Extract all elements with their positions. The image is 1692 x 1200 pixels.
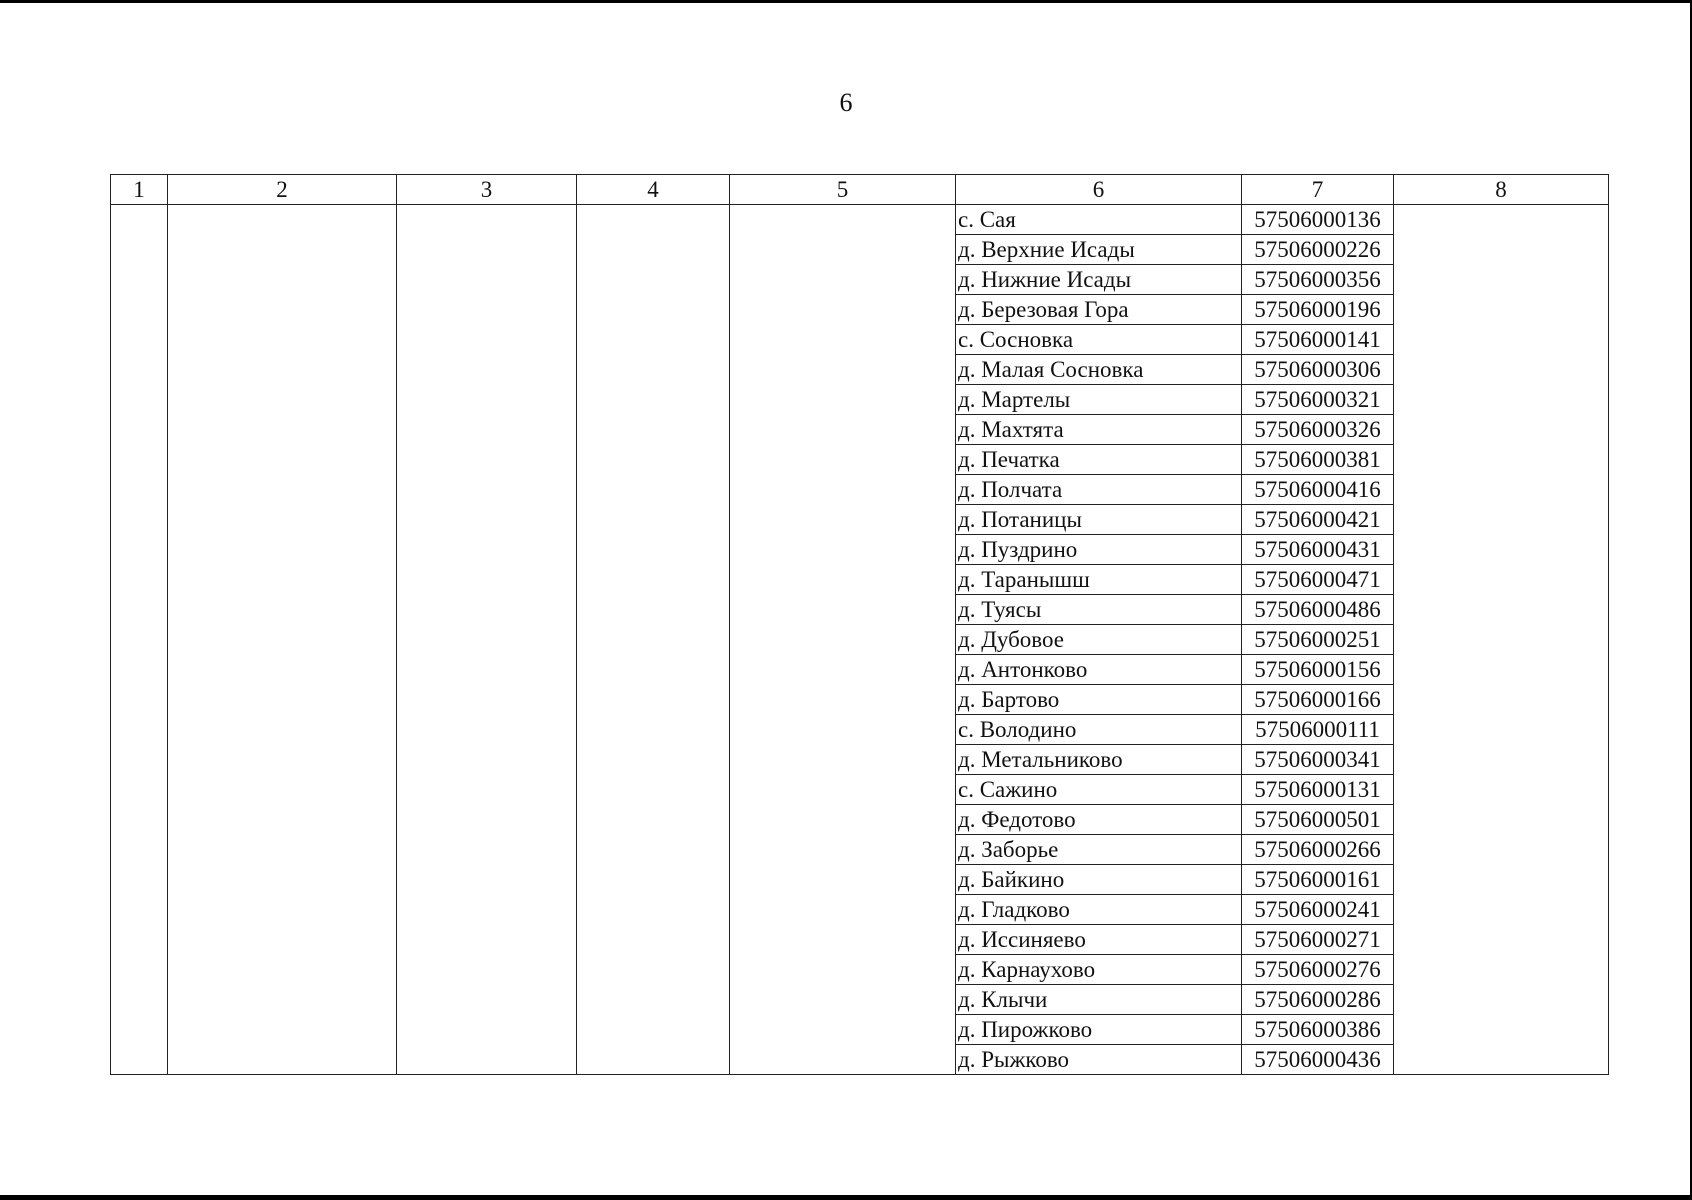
table-body	[111, 205, 1609, 1075]
settlement-name-cell: д. Потаницы	[956, 505, 1242, 535]
settlement-name-cell: д. Мартелы	[956, 385, 1242, 415]
settlement-name-cell: д. Иссиняево	[956, 925, 1242, 955]
settlement-name-cell: д. Гладково	[956, 895, 1242, 925]
scan-border-bottom	[0, 1195, 1692, 1200]
column-header: 5	[730, 175, 956, 205]
oktmo-code-cell: 57506000416	[1242, 475, 1394, 505]
oktmo-code-cell: 57506000136	[1242, 205, 1394, 235]
empty-column-1	[111, 205, 168, 1075]
column-header: 2	[168, 175, 397, 205]
oktmo-code-cell: 57506000381	[1242, 445, 1394, 475]
settlement-name-cell: д. Бартово	[956, 685, 1242, 715]
settlement-name-cell: с. Сосновка	[956, 325, 1242, 355]
oktmo-code-cell: 57506000326	[1242, 415, 1394, 445]
oktmo-code-cell: 57506000241	[1242, 895, 1394, 925]
empty-column-4	[577, 205, 730, 1075]
oktmo-code-cell: 57506000306	[1242, 355, 1394, 385]
oktmo-code-cell: 57506000156	[1242, 655, 1394, 685]
oktmo-code-cell: 57506000286	[1242, 985, 1394, 1015]
column-header: 3	[397, 175, 577, 205]
settlement-name-cell: д. Дубовое	[956, 625, 1242, 655]
settlement-name-cell: д. Махтята	[956, 415, 1242, 445]
settlement-name-cell: с. Володино	[956, 715, 1242, 745]
oktmo-code-cell: 57506000166	[1242, 685, 1394, 715]
oktmo-code-cell: 57506000251	[1242, 625, 1394, 655]
settlement-name-cell: д. Березовая Гора	[956, 295, 1242, 325]
oktmo-code-cell: 57506000321	[1242, 385, 1394, 415]
oktmo-code-cell: 57506000141	[1242, 325, 1394, 355]
column-header: 1	[111, 175, 168, 205]
oktmo-code-cell: 57506000486	[1242, 595, 1394, 625]
oktmo-code-cell: 57506000356	[1242, 265, 1394, 295]
oktmo-code-cell: 57506000271	[1242, 925, 1394, 955]
column-header: 7	[1242, 175, 1394, 205]
settlements-table	[110, 174, 1609, 1075]
settlement-name-cell: д. Антонково	[956, 655, 1242, 685]
settlement-name-cell: д. Верхние Исады	[956, 235, 1242, 265]
oktmo-code-cell: 57506000421	[1242, 505, 1394, 535]
column-header: 4	[577, 175, 730, 205]
scan-border-top	[0, 0, 1692, 3]
oktmo-code-cell: 57506000276	[1242, 955, 1394, 985]
empty-column-2	[168, 205, 397, 1075]
settlement-name-cell: с. Сажино	[956, 775, 1242, 805]
oktmo-code-cell: 57506000341	[1242, 745, 1394, 775]
empty-column-5	[730, 205, 956, 1075]
settlement-name-cell: д. Клычи	[956, 985, 1242, 1015]
settlement-name-cell: д. Печатка	[956, 445, 1242, 475]
page-number: 6	[839, 88, 853, 117]
column-header: 6	[956, 175, 1242, 205]
oktmo-code-cell: 57506000266	[1242, 835, 1394, 865]
table-row	[111, 205, 1609, 235]
oktmo-code-cell: 57506000436	[1242, 1045, 1394, 1075]
settlement-name-cell: д. Байкино	[956, 865, 1242, 895]
settlement-name-cell: д. Пуздрино	[956, 535, 1242, 565]
oktmo-code-cell: 57506000111	[1242, 715, 1394, 745]
settlement-name-cell: д. Нижние Исады	[956, 265, 1242, 295]
oktmo-code-cell: 57506000161	[1242, 865, 1394, 895]
settlement-name-cell: д. Метальниково	[956, 745, 1242, 775]
column-header: 8	[1394, 175, 1609, 205]
settlement-name-cell: д. Рыжково	[956, 1045, 1242, 1075]
oktmo-code-cell: 57506000386	[1242, 1015, 1394, 1045]
oktmo-code-cell: 57506000226	[1242, 235, 1394, 265]
table-header-row	[111, 175, 1609, 205]
empty-column-8	[1394, 205, 1609, 1075]
settlement-name-cell: д. Малая Сосновка	[956, 355, 1242, 385]
settlement-name-cell: д. Пирожково	[956, 1015, 1242, 1045]
settlement-name-cell: д. Таранышш	[956, 565, 1242, 595]
settlement-name-cell: д. Полчата	[956, 475, 1242, 505]
settlement-name-cell: д. Туясы	[956, 595, 1242, 625]
settlement-name-cell: д. Заборье	[956, 835, 1242, 865]
oktmo-code-cell: 57506000131	[1242, 775, 1394, 805]
oktmo-code-cell: 57506000431	[1242, 535, 1394, 565]
settlement-name-cell: д. Карнаухово	[956, 955, 1242, 985]
settlement-name-cell: д. Федотово	[956, 805, 1242, 835]
oktmo-code-cell: 57506000501	[1242, 805, 1394, 835]
settlement-name-cell: с. Сая	[956, 205, 1242, 235]
empty-column-3	[397, 205, 577, 1075]
oktmo-code-cell: 57506000471	[1242, 565, 1394, 595]
oktmo-code-cell: 57506000196	[1242, 295, 1394, 325]
